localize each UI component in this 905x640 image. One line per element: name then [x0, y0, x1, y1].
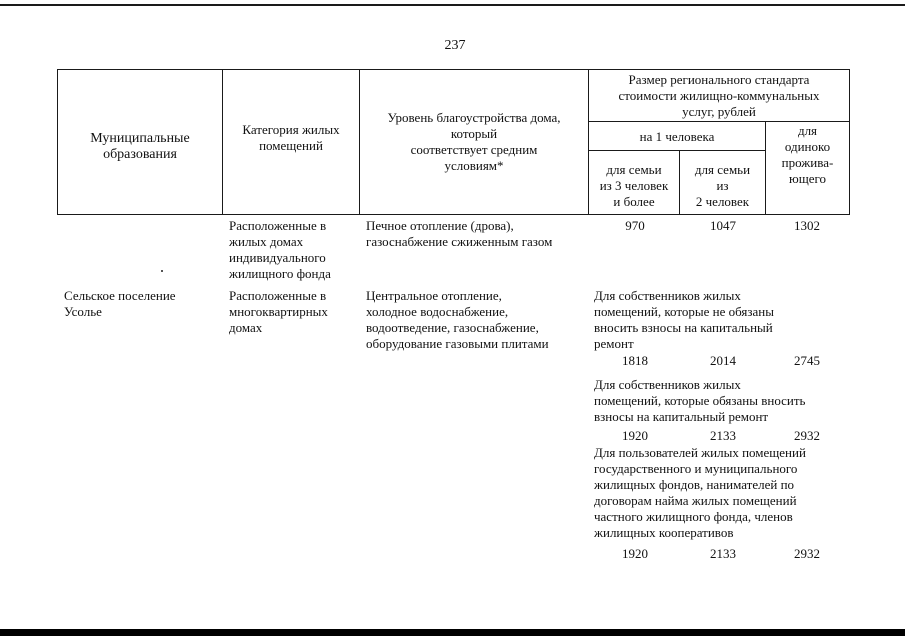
header-municipality: Муниципальные образования — [90, 131, 190, 162]
header-per-person: на 1 человека — [639, 129, 715, 144]
row1-category: Расположенные в жилых домах индивидуального жилищного фонда — [229, 218, 331, 281]
row1-value-single: 1302 — [794, 218, 820, 233]
top-rule — [0, 4, 905, 6]
scan-speck — [161, 270, 163, 272]
group1-label: Для собственников жилых помещений, которые не обязаны вносить взносы на капитальный ремонт — [594, 288, 774, 351]
group3-label: Для пользователей жилых помещений государственного и муниципального жилищных фондов, нанимателей по договорам найма жилых помещений частного жилищного фонда, членов жилищных кооперативов — [594, 445, 806, 540]
group3-value-family3: 1920 — [622, 546, 648, 561]
row1-value-family2: 1047 — [710, 218, 736, 233]
header-category: Категория жилых помещений — [242, 122, 340, 153]
row1-value-family3: 970 — [625, 218, 645, 233]
row1-amenities: Печное отопление (дрова), газоснабжение сжиженным газом — [366, 218, 553, 249]
col-line-6 — [849, 69, 850, 215]
group2-value-family3: 1920 — [622, 428, 648, 443]
group3-value-single: 2932 — [794, 546, 820, 561]
header-amenities: Уровень благоустройства дома, который соответствует средним условиям* — [387, 110, 561, 173]
group1-value-family3: 1818 — [622, 353, 648, 368]
group2-label: Для собственников жилых помещений, которые обязаны вносить взносы на капитальный ремонт — [594, 377, 806, 424]
header-divider-per-person — [588, 150, 765, 151]
group1-value-single: 2745 — [794, 353, 820, 368]
table-border-top — [57, 69, 850, 70]
header-divider-standard — [588, 121, 850, 122]
group2-value-single: 2932 — [794, 428, 820, 443]
row2-category: Расположенные в многоквартирных домах — [229, 288, 328, 335]
page-number: 237 — [444, 38, 466, 53]
row2-amenities: Центральное отопление, холодное водоснабжение, водоотведение, газоснабжение, оборудование газовыми плитами — [366, 288, 549, 351]
table-header-bottom — [57, 214, 850, 215]
header-family-2: для семьи из 2 человек — [694, 162, 751, 209]
group2-value-family2: 2133 — [710, 428, 736, 443]
group1-value-family2: 2014 — [710, 353, 736, 368]
header-single: для одиноко прожива- ющего — [781, 123, 834, 186]
header-standard-size: Размер регионального стандарта стоимости жилищно-коммунальных услуг, рублей — [618, 72, 820, 119]
municipality-name: Сельское поселение Усолье — [64, 288, 176, 319]
header-family-3: для семьи из 3 человек и более — [599, 162, 669, 209]
bottom-rule — [0, 629, 905, 636]
group3-value-family2: 2133 — [710, 546, 736, 561]
